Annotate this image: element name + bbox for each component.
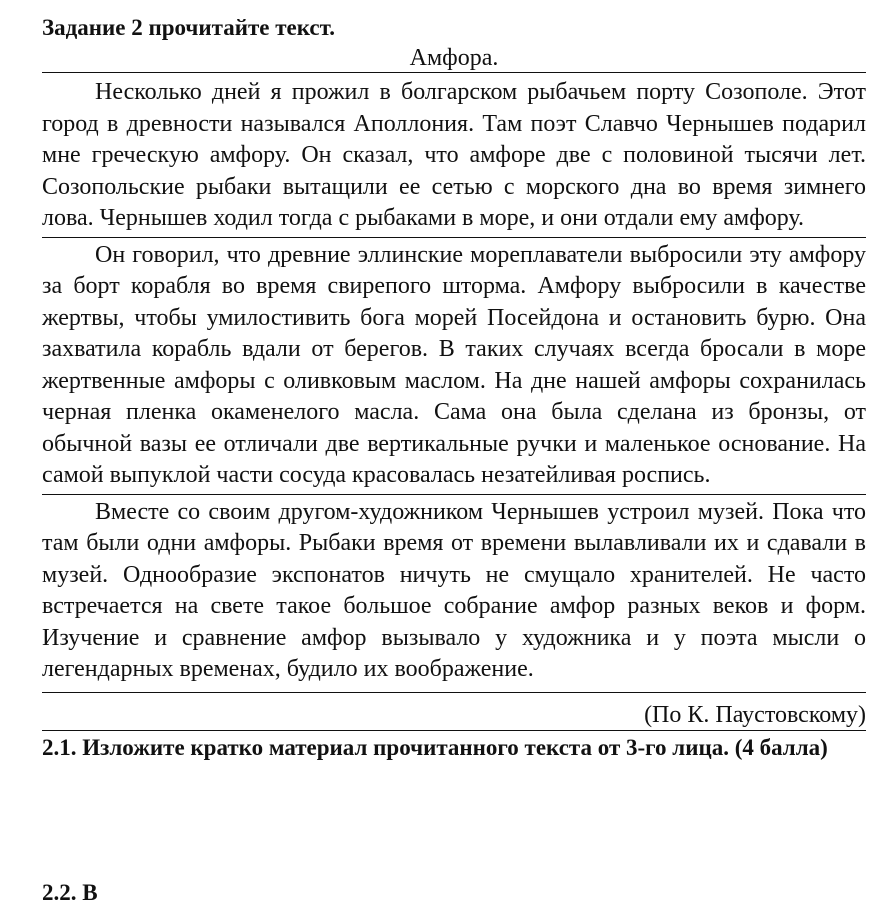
task-title: Задание 2 прочитайте текст. bbox=[42, 15, 335, 40]
author-attribution: (По К. Паустовскому) bbox=[42, 700, 866, 731]
document-page bbox=[42, 12, 866, 763]
divider bbox=[42, 692, 866, 700]
paragraph-2: Он говорил, что древние эллинские мореплаватели выбросили эту амфору за борт корабля во время свирепого шторма. Амфору выбросили в качестве жертвы, чтобы умилостивить бога морей Посейдона и остановить бурю. Она захватила корабль вдали от берегов. В таких случаях всегда бросали в море жертвенные амфоры с оливковым маслом. На дне нашей амфоры сохранилась черная пленка окаменелого масла. Сама она была сделана из бронзы, от обычной вазы ее отличали две вертикальные ручки и маленькое основание. На самой выпуклой части сосуда красовалась незатейливая роспись. bbox=[42, 238, 866, 495]
paragraph-1: Несколько дней я прожил в болгарском рыбачьем порту Созополе. Этот город в древности назывался Аполлония. Там поэт Славчо Чернышев подарил мне греческую амфору. Он сказал, что амфоре две с половиной тысячи лет. Созопольские рыбаки вытащили ее сетью с морского дна во время зимнего лова. Чернышев ходил тогда с рыбаками в море, и они отдали ему амфору. bbox=[42, 73, 866, 238]
question-2-1: 2.1. Изложите кратко материал прочитанного текста от 3-го лица. (4 балла) bbox=[42, 734, 828, 760]
question-2-2-cut-off: 2.2. В bbox=[42, 880, 98, 905]
paragraph-3: Вместе со своим другом-художником Чернышев устроил музей. Пока что там были одни амфоры. Рыбаки время от времени вылавливали их и сдавали в музей. Однообразие экспонатов ничуть не смущало хранителей. Не часто встречается на свете такое большое собрание амфор разных веков и форм. Изучение и сравнение амфор вызывало у художника и у поэта мысли о легендарных временах, будило их воображение. bbox=[42, 498, 866, 682]
text-title: Амфора. bbox=[42, 44, 866, 73]
